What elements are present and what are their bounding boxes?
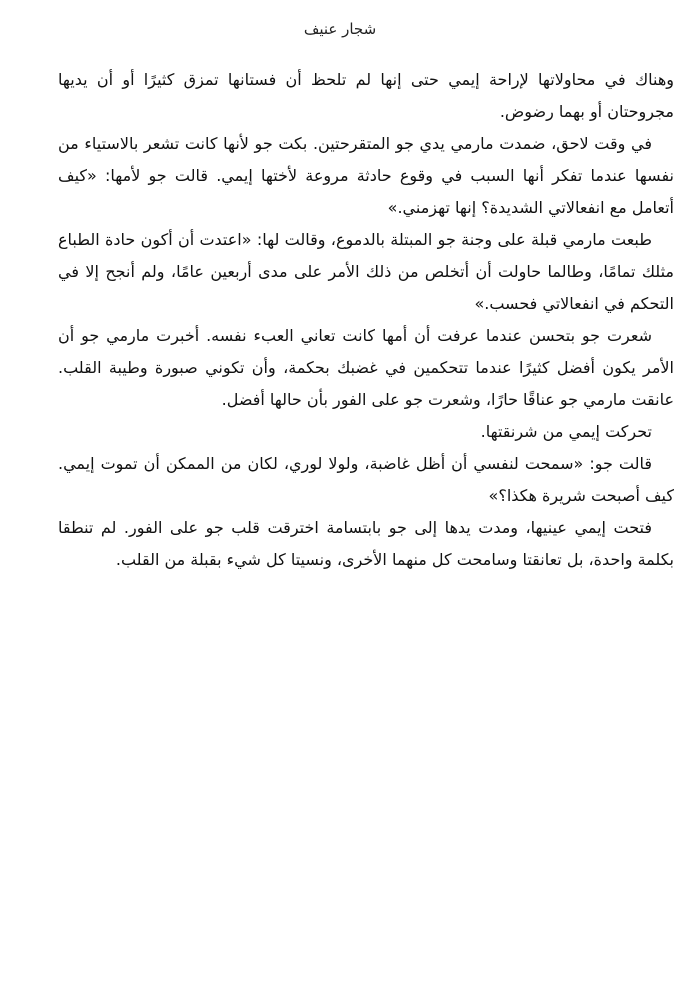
paragraph-4: شعرت جو بتحسن عندما عرفت أن أمها كانت تعاني العبء نفسه. أخبرت مارمي جو أن الأمر يكون أفضل كثيرًا عندما تتحكمين في غضبك بحكمة، وأن تكوني صبورة وطيبة القلب. عانقت مارمي جو عناقًا حارًا، وشعرت جو على الفور بأن حالها أفضل.: [58, 326, 674, 409]
paragraph-7: فتحت إيمي عينيها، ومدت يدها إلى جو بابتسامة اخترقت قلب جو على الفور. لم تنطقا بكلمة واحدة، بل تعانقتا وسامحت كل منهما الأخرى، ونسيتا كل شيء بقبلة من القلب.: [58, 518, 674, 569]
chapter-title: شجار عنيف: [303, 20, 377, 38]
paragraph-6: قالت جو: «سمحت لنفسي أن أظل غاضبة، ولولا لوري، لكان من الممكن أن تموت إيمي. كيف أصبحت شريرة هكذا؟»: [58, 454, 674, 505]
paragraph-1: وهناك في محاولاتها لإراحة إيمي حتى إنها لم تلحظ أن فستانها تمزق كثيرًا أو أن يديها مجروحتان أو بهما رضوض.: [58, 70, 674, 121]
paragraph-3: طبعت مارمي قبلة على وجنة جو المبتلة بالدموع، وقالت لها: «اعتدت أن أكون حادة الطباع مثلك تمامًا، وطالما حاولت أن أتخلص من ذلك الأمر على مدى أربعين عامًا، ولم أنجح إلا في التحكم في انفعالاتي فحسب.»: [58, 230, 674, 313]
paragraph-2: في وقت لاحق، ضمدت مارمي يدي جو المتقرحتين. بكت جو لأنها كانت تشعر بالاستياء من نفسها عندما تفكر أنها السبب في وقوع حادثة مروعة لأختها إيمي. قالت جو لأمها: «كيف أتعامل مع انفعالاتي الشديدة؟ إنها تهزمني.»: [58, 134, 674, 217]
paragraph-5: تحركت إيمي من شرنقتها.: [480, 422, 652, 441]
story-body: [58, 64, 674, 576]
